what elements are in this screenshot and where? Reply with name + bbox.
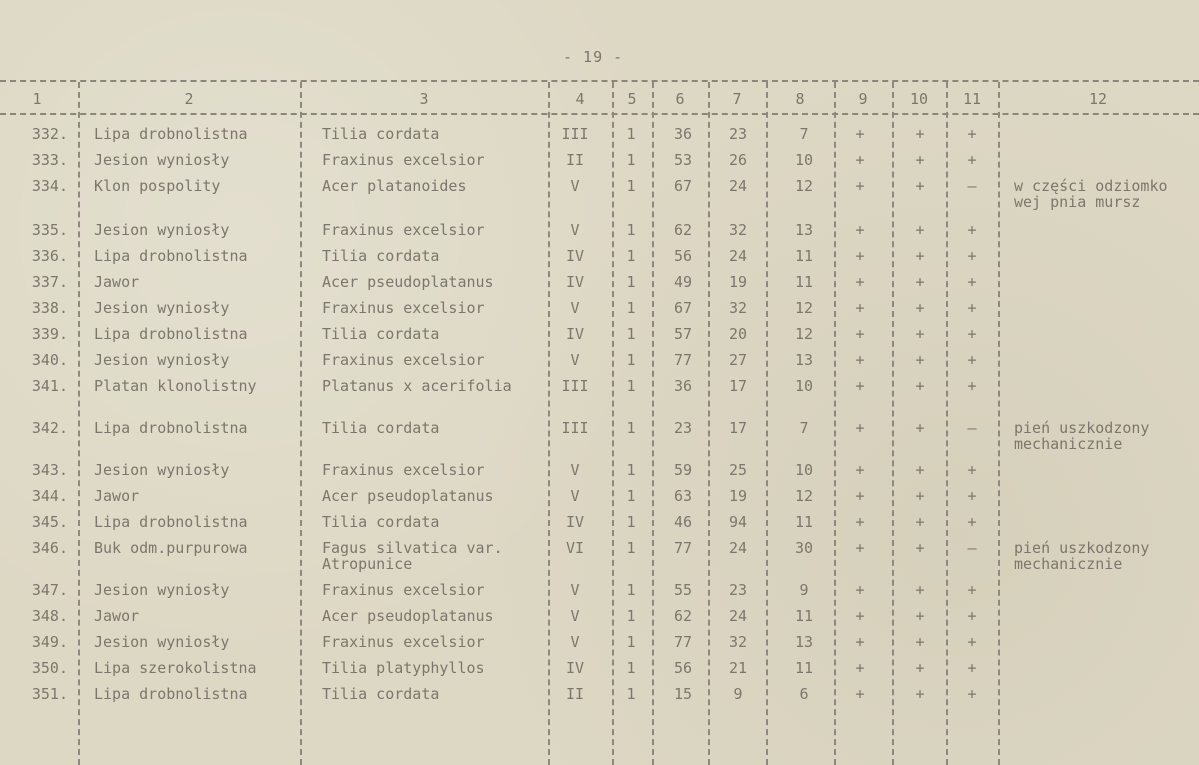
- col-6-value: 55: [673, 581, 693, 599]
- row-number: 351.: [31, 685, 68, 703]
- row-number: 336.: [31, 247, 68, 265]
- polish-name: Jesion wyniosły: [94, 581, 230, 599]
- col-4-value: V: [570, 607, 580, 625]
- col-9-value: +: [855, 125, 865, 143]
- polish-name: Jawor: [94, 487, 140, 505]
- col-8-value: 12: [794, 299, 814, 317]
- col-7-value: 32: [728, 221, 748, 239]
- col-11-value: +: [967, 581, 977, 599]
- header-bottom-rule: [0, 113, 1199, 115]
- col-7-value: 24: [728, 247, 748, 265]
- latin-name: Tilia cordata: [322, 419, 440, 437]
- col-9-value: +: [855, 325, 865, 343]
- row-number: 339.: [31, 325, 68, 343]
- col-4-value: V: [570, 351, 580, 369]
- col-7-value: 9: [733, 685, 743, 703]
- col-7-value: 23: [728, 125, 748, 143]
- col-8-value: 13: [794, 633, 814, 651]
- col-8-value: 7: [799, 125, 809, 143]
- col-4-value: II: [565, 685, 585, 703]
- col-5-value: 1: [626, 177, 636, 195]
- latin-name: Tilia cordata: [322, 513, 440, 531]
- col-9-value: +: [855, 659, 865, 677]
- col-11-value: +: [967, 633, 977, 651]
- col-10-value: +: [915, 125, 925, 143]
- col-9-value: +: [855, 633, 865, 651]
- col-6-value: 49: [673, 273, 693, 291]
- column-header-9: 9: [858, 90, 868, 108]
- col-11-value: +: [967, 513, 977, 531]
- col-10-value: +: [915, 273, 925, 291]
- col-4-value: IV: [565, 273, 585, 291]
- row-number: 342.: [31, 419, 68, 437]
- latin-name: Atropunice: [322, 555, 413, 573]
- remark: mechanicznie: [1014, 435, 1123, 453]
- col-11-value: –: [967, 177, 977, 195]
- col-10-value: +: [915, 685, 925, 703]
- col-8-value: 30: [794, 539, 814, 557]
- col-11-value: +: [967, 461, 977, 479]
- col-9-value: +: [855, 607, 865, 625]
- col-5-value: 1: [626, 419, 636, 437]
- col-5-value: 1: [626, 125, 636, 143]
- col-6-value: 36: [673, 377, 693, 395]
- col-6-value: 77: [673, 539, 693, 557]
- polish-name: Platan klonolistny: [94, 377, 257, 395]
- polish-name: Lipa drobnolistna: [94, 325, 248, 343]
- column-separator: [548, 82, 550, 765]
- col-9-value: +: [855, 539, 865, 557]
- col-9-value: +: [855, 461, 865, 479]
- col-6-value: 62: [673, 221, 693, 239]
- row-number: 348.: [31, 607, 68, 625]
- col-7-value: 19: [728, 487, 748, 505]
- polish-name: Lipa drobnolistna: [94, 247, 248, 265]
- polish-name: Jesion wyniosły: [94, 351, 230, 369]
- row-number: 341.: [31, 377, 68, 395]
- col-10-value: +: [915, 351, 925, 369]
- col-5-value: 1: [626, 513, 636, 531]
- col-9-value: +: [855, 177, 865, 195]
- col-10-value: +: [915, 461, 925, 479]
- col-7-value: 21: [728, 659, 748, 677]
- col-5-value: 1: [626, 539, 636, 557]
- col-8-value: 11: [794, 273, 814, 291]
- col-10-value: +: [915, 513, 925, 531]
- row-number: 332.: [31, 125, 68, 143]
- col-10-value: +: [915, 581, 925, 599]
- col-8-value: 11: [794, 513, 814, 531]
- col-9-value: +: [855, 581, 865, 599]
- col-6-value: 77: [673, 351, 693, 369]
- polish-name: Lipa drobnolistna: [94, 513, 248, 531]
- col-5-value: 1: [626, 581, 636, 599]
- latin-name: Acer pseudoplatanus: [322, 607, 494, 625]
- col-9-value: +: [855, 151, 865, 169]
- col-5-value: 1: [626, 247, 636, 265]
- row-number: 349.: [31, 633, 68, 651]
- latin-name: Platanus x acerifolia: [322, 377, 512, 395]
- col-9-value: +: [855, 299, 865, 317]
- col-4-value: V: [570, 299, 580, 317]
- col-7-value: 25: [728, 461, 748, 479]
- col-8-value: 10: [794, 461, 814, 479]
- col-4-value: IV: [565, 659, 585, 677]
- col-6-value: 23: [673, 419, 693, 437]
- polish-name: Lipa drobnolistna: [94, 419, 248, 437]
- column-header-7: 7: [732, 90, 742, 108]
- header-top-rule: [0, 80, 1199, 82]
- col-5-value: 1: [626, 221, 636, 239]
- remark: pień uszkodzony: [1014, 539, 1150, 557]
- remark: wej pnia mursz: [1014, 193, 1141, 211]
- latin-name: Tilia cordata: [322, 685, 440, 703]
- polish-name: Lipa szerokolistna: [94, 659, 257, 677]
- col-9-value: +: [855, 247, 865, 265]
- col-10-value: +: [915, 539, 925, 557]
- col-6-value: 77: [673, 633, 693, 651]
- remark: w części odziomko: [1014, 177, 1168, 195]
- col-11-value: +: [967, 221, 977, 239]
- col-10-value: +: [915, 419, 925, 437]
- col-6-value: 53: [673, 151, 693, 169]
- col-11-value: +: [967, 607, 977, 625]
- row-number: 345.: [31, 513, 68, 531]
- column-header-1: 1: [32, 90, 42, 108]
- col-9-value: +: [855, 351, 865, 369]
- col-9-value: +: [855, 221, 865, 239]
- col-9-value: +: [855, 487, 865, 505]
- polish-name: Lipa drobnolistna: [94, 125, 248, 143]
- row-number: 346.: [31, 539, 68, 557]
- column-header-3: 3: [419, 90, 429, 108]
- col-10-value: +: [915, 487, 925, 505]
- col-11-value: +: [967, 325, 977, 343]
- col-9-value: +: [855, 273, 865, 291]
- col-11-value: +: [967, 125, 977, 143]
- col-4-value: V: [570, 221, 580, 239]
- row-number: 350.: [31, 659, 68, 677]
- row-number: 343.: [31, 461, 68, 479]
- column-separator: [998, 82, 1000, 765]
- latin-name: Fagus silvatica var.: [322, 539, 503, 557]
- col-11-value: +: [967, 377, 977, 395]
- col-7-value: 17: [728, 377, 748, 395]
- col-4-value: III: [561, 377, 589, 395]
- col-8-value: 10: [794, 377, 814, 395]
- col-9-value: +: [855, 685, 865, 703]
- latin-name: Fraxinus excelsior: [322, 151, 485, 169]
- row-number: 338.: [31, 299, 68, 317]
- polish-name: Jesion wyniosły: [94, 151, 230, 169]
- polish-name: Jesion wyniosły: [94, 299, 230, 317]
- column-header-10: 10: [909, 90, 929, 108]
- col-8-value: 13: [794, 351, 814, 369]
- col-4-value: III: [561, 125, 589, 143]
- row-number: 337.: [31, 273, 68, 291]
- col-4-value: IV: [565, 513, 585, 531]
- col-5-value: 1: [626, 487, 636, 505]
- col-6-value: 63: [673, 487, 693, 505]
- latin-name: Tilia cordata: [322, 247, 440, 265]
- col-7-value: 32: [728, 633, 748, 651]
- col-11-value: +: [967, 487, 977, 505]
- polish-name: Jesion wyniosły: [94, 221, 230, 239]
- polish-name: Buk odm.purpurowa: [94, 539, 248, 557]
- column-separator: [834, 82, 836, 765]
- col-7-value: 32: [728, 299, 748, 317]
- col-7-value: 20: [728, 325, 748, 343]
- col-5-value: 1: [626, 151, 636, 169]
- column-separator: [892, 82, 894, 765]
- column-header-4: 4: [575, 90, 585, 108]
- col-11-value: +: [967, 685, 977, 703]
- column-header-8: 8: [795, 90, 805, 108]
- col-8-value: 10: [794, 151, 814, 169]
- col-7-value: 26: [728, 151, 748, 169]
- latin-name: Tilia platyphyllos: [322, 659, 485, 677]
- polish-name: Klon pospolity: [94, 177, 221, 195]
- row-number: 335.: [31, 221, 68, 239]
- col-11-value: +: [967, 273, 977, 291]
- row-number: 334.: [31, 177, 68, 195]
- col-5-value: 1: [626, 273, 636, 291]
- col-8-value: 11: [794, 247, 814, 265]
- col-7-value: 24: [728, 177, 748, 195]
- column-header-2: 2: [184, 90, 194, 108]
- col-9-value: +: [855, 419, 865, 437]
- row-number: 333.: [31, 151, 68, 169]
- col-8-value: 6: [799, 685, 809, 703]
- col-8-value: 12: [794, 325, 814, 343]
- col-6-value: 67: [673, 177, 693, 195]
- column-header-6: 6: [675, 90, 685, 108]
- col-6-value: 15: [673, 685, 693, 703]
- col-10-value: +: [915, 177, 925, 195]
- col-4-value: III: [561, 419, 589, 437]
- col-5-value: 1: [626, 299, 636, 317]
- col-4-value: IV: [565, 325, 585, 343]
- column-header-11: 11: [962, 90, 982, 108]
- col-10-value: +: [915, 221, 925, 239]
- col-11-value: +: [967, 351, 977, 369]
- col-5-value: 1: [626, 685, 636, 703]
- col-11-value: +: [967, 151, 977, 169]
- latin-name: Acer platanoides: [322, 177, 467, 195]
- col-6-value: 57: [673, 325, 693, 343]
- col-5-value: 1: [626, 377, 636, 395]
- col-8-value: 13: [794, 221, 814, 239]
- col-5-value: 1: [626, 325, 636, 343]
- col-7-value: 24: [728, 539, 748, 557]
- col-6-value: 56: [673, 247, 693, 265]
- col-6-value: 46: [673, 513, 693, 531]
- remark: mechanicznie: [1014, 555, 1123, 573]
- col-7-value: 17: [728, 419, 748, 437]
- row-number: 340.: [31, 351, 68, 369]
- col-10-value: +: [915, 633, 925, 651]
- col-6-value: 36: [673, 125, 693, 143]
- col-5-value: 1: [626, 351, 636, 369]
- remark: pień uszkodzony: [1014, 419, 1150, 437]
- col-4-value: VI: [565, 539, 585, 557]
- latin-name: Acer pseudoplatanus: [322, 273, 494, 291]
- latin-name: Tilia cordata: [322, 325, 440, 343]
- col-8-value: 9: [799, 581, 809, 599]
- column-separator: [946, 82, 948, 765]
- col-9-value: +: [855, 513, 865, 531]
- polish-name: Jawor: [94, 273, 140, 291]
- page-number-text: - 19 -: [563, 48, 624, 66]
- col-4-value: V: [570, 177, 580, 195]
- col-4-value: II: [565, 151, 585, 169]
- col-8-value: 11: [794, 607, 814, 625]
- col-10-value: +: [915, 659, 925, 677]
- col-8-value: 11: [794, 659, 814, 677]
- column-header-5: 5: [627, 90, 637, 108]
- col-10-value: +: [915, 607, 925, 625]
- col-6-value: 56: [673, 659, 693, 677]
- col-4-value: V: [570, 487, 580, 505]
- polish-name: Jesion wyniosły: [94, 461, 230, 479]
- col-5-value: 1: [626, 607, 636, 625]
- col-11-value: +: [967, 247, 977, 265]
- col-5-value: 1: [626, 659, 636, 677]
- row-number: 347.: [31, 581, 68, 599]
- polish-name: Jesion wyniosły: [94, 633, 230, 651]
- latin-name: Fraxinus excelsior: [322, 581, 485, 599]
- latin-name: Acer pseudoplatanus: [322, 487, 494, 505]
- col-8-value: 7: [799, 419, 809, 437]
- col-7-value: 23: [728, 581, 748, 599]
- column-header-12: 12: [1088, 90, 1108, 108]
- latin-name: Fraxinus excelsior: [322, 461, 485, 479]
- col-10-value: +: [915, 377, 925, 395]
- latin-name: Tilia cordata: [322, 125, 440, 143]
- col-11-value: –: [967, 539, 977, 557]
- col-11-value: +: [967, 659, 977, 677]
- col-11-value: +: [967, 299, 977, 317]
- col-10-value: +: [915, 151, 925, 169]
- column-separator: [78, 82, 80, 765]
- col-7-value: 24: [728, 607, 748, 625]
- column-separator: [652, 82, 654, 765]
- col-10-value: +: [915, 299, 925, 317]
- col-4-value: V: [570, 461, 580, 479]
- column-separator: [612, 82, 614, 765]
- col-5-value: 1: [626, 461, 636, 479]
- col-6-value: 62: [673, 607, 693, 625]
- polish-name: Lipa drobnolistna: [94, 685, 248, 703]
- latin-name: Fraxinus excelsior: [322, 633, 485, 651]
- col-4-value: V: [570, 581, 580, 599]
- latin-name: Fraxinus excelsior: [322, 299, 485, 317]
- col-5-value: 1: [626, 633, 636, 651]
- col-10-value: +: [915, 247, 925, 265]
- latin-name: Fraxinus excelsior: [322, 221, 485, 239]
- column-separator: [766, 82, 768, 765]
- column-separator: [708, 82, 710, 765]
- latin-name: Fraxinus excelsior: [322, 351, 485, 369]
- col-8-value: 12: [794, 487, 814, 505]
- col-6-value: 67: [673, 299, 693, 317]
- col-7-value: 19: [728, 273, 748, 291]
- row-number: 344.: [31, 487, 68, 505]
- col-7-value: 94: [728, 513, 748, 531]
- col-7-value: 27: [728, 351, 748, 369]
- col-4-value: IV: [565, 247, 585, 265]
- col-8-value: 12: [794, 177, 814, 195]
- col-10-value: +: [915, 325, 925, 343]
- col-9-value: +: [855, 377, 865, 395]
- col-6-value: 59: [673, 461, 693, 479]
- column-separator: [300, 82, 302, 765]
- col-11-value: –: [967, 419, 977, 437]
- polish-name: Jawor: [94, 607, 140, 625]
- col-4-value: V: [570, 633, 580, 651]
